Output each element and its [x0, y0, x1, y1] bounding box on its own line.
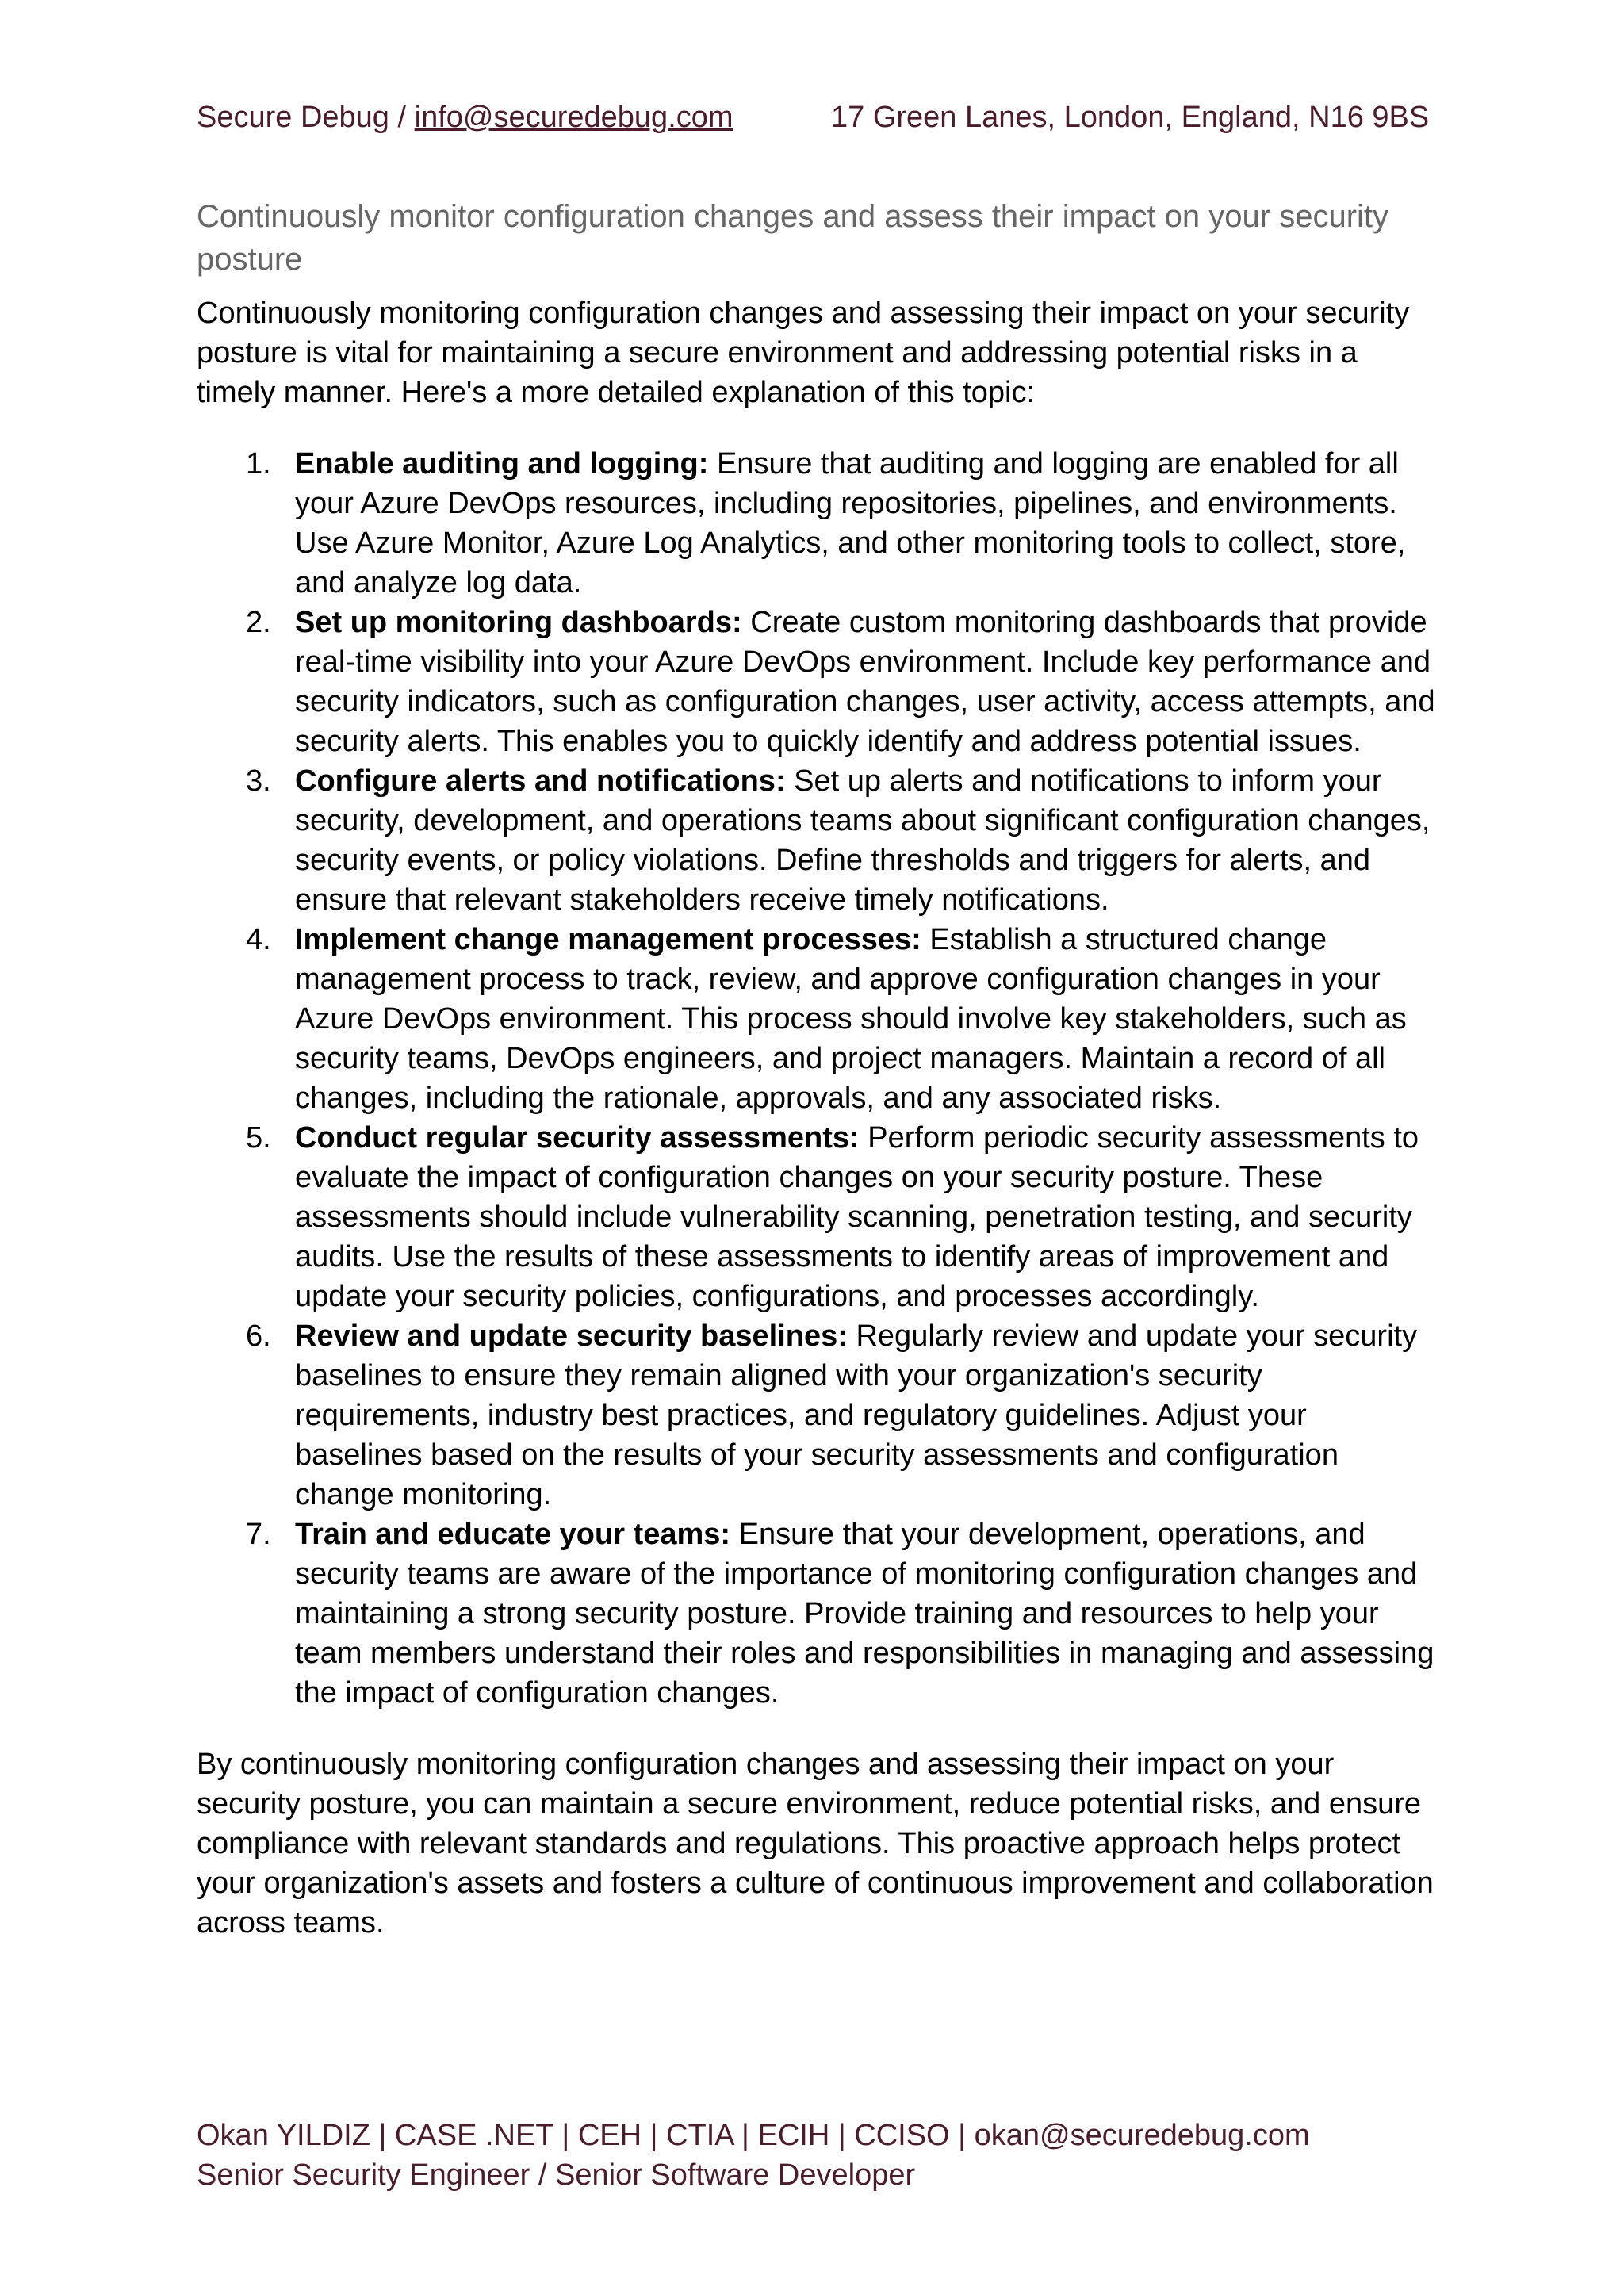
list-item-text: Ensure that auditing and logging are enabled for all your Azure DevOps resources, including repositories, pipelines, and environments. Use Azure Monitor, Azure Log Analytics, and other monitoring tools to collect, store, and analyze log data. [295, 447, 1406, 599]
list-item [197, 1316, 1442, 1515]
list-item-number: 4. [246, 923, 271, 956]
list-item [197, 920, 1442, 1118]
header-separator: / [389, 101, 415, 134]
list-item-text: Ensure that your development, operations, and security teams are aware of the importance of monitoring configuration changes and maintaining a strong security posture. Provide training and resources to help your team members understand their roles and responsibilities in managing and assessing the impact of configuration changes. [295, 1518, 1434, 1710]
page-header [197, 94, 1434, 141]
list-item-number: 5. [246, 1121, 271, 1155]
list-item-title: Enable auditing and logging: [295, 447, 709, 481]
list-item-title: Configure alerts and notifications: [295, 764, 786, 798]
section-subtitle: Continuously monitor configuration changes and assess their impact on your security posture [197, 199, 1389, 277]
list-item-text: Establish a structured change management process to track, review, and approve configuration changes in your Azure DevOps environment. This process should involve key stakeholders, such as security teams, DevOps engineers, and project managers. Maintain a record of all changes, including the rationale, approvals, and any associated risks. [295, 923, 1407, 1115]
conclusion-paragraph: By continuously monitoring configuration changes and assessing their impact on your security posture, you can maintain a secure environment, reduce potential risks, and ensure compliance with relevant standards and regulations. This proactive approach helps protect your organization's assets and fosters a culture of continuous improvement and collaboration across teams. [197, 1748, 1434, 1940]
list-item-text: Set up alerts and notifications to inform your security, development, and operations teams about significant configuration changes, security events, or policy violations. Define thresholds and triggers for alerts, and ensure that relevant stakeholders receive timely notifications. [295, 764, 1431, 917]
steps-list [197, 444, 1442, 1713]
page-footer [197, 2116, 1442, 2195]
list-item [197, 444, 1442, 603]
list-item-title: Set up monitoring dashboards: [295, 606, 742, 639]
intro-paragraph: Continuously monitoring configuration changes and assessing their impact on your security posture is vital for maintaining a secure environment and addressing potential risks in a timely manner. Here's a more detailed explanation of this topic: [197, 297, 1410, 409]
main-content [197, 293, 1442, 1943]
list-item-number: 1. [246, 447, 271, 481]
list-item-title: Review and update security baselines: [295, 1319, 848, 1353]
list-item-text: Regularly review and update your security baselines to ensure they remain aligned with your organization's security requirements, industry best practices, and regulatory guidelines. Adjust your baselines based on the results of your security assessments and configuration change monitoring. [295, 1319, 1418, 1511]
list-item-number: 3. [246, 764, 271, 798]
list-item-number: 6. [246, 1319, 271, 1353]
footer-author-line: Okan YILDIZ | CASE .NET | CEH | CTIA | ECIH | CCISO | okan@securedebug.com [197, 2119, 1310, 2152]
list-item [197, 603, 1442, 761]
header-email-link[interactable]: info@securedebug.com [414, 101, 733, 134]
footer-role-line: Senior Security Engineer / Senior Software Developer [197, 2158, 916, 2192]
list-item-text: Create custom monitoring dashboards that provide real-time visibility into your Azure DevOps environment. Include key performance and security indicators, such as configuration changes, user activity, access attempts, and security alerts. This enables you to quickly identify and address potential issues. [295, 606, 1435, 758]
company-name: Secure Debug [197, 101, 389, 134]
list-item-text: Perform periodic security assessments to evaluate the impact of configuration changes on your security posture. These assessments should include vulnerability scanning, penetration testing, and security audits. Use the results of these assessments to identify areas of improvement and update your security policies, configurations, and processes accordingly. [295, 1121, 1419, 1313]
list-item-number: 2. [246, 606, 271, 639]
header-address: 17 Green Lanes, London, England, N16 9BS [831, 101, 1430, 134]
list-item [197, 1515, 1442, 1713]
list-item [197, 1118, 1442, 1316]
list-item-title: Conduct regular security assessments: [295, 1121, 860, 1155]
header-contact [197, 94, 733, 141]
list-item-number: 7. [246, 1518, 271, 1551]
list-item [197, 761, 1442, 920]
list-item-title: Implement change management processes: [295, 923, 921, 956]
list-item-title: Train and educate your teams: [295, 1518, 731, 1551]
